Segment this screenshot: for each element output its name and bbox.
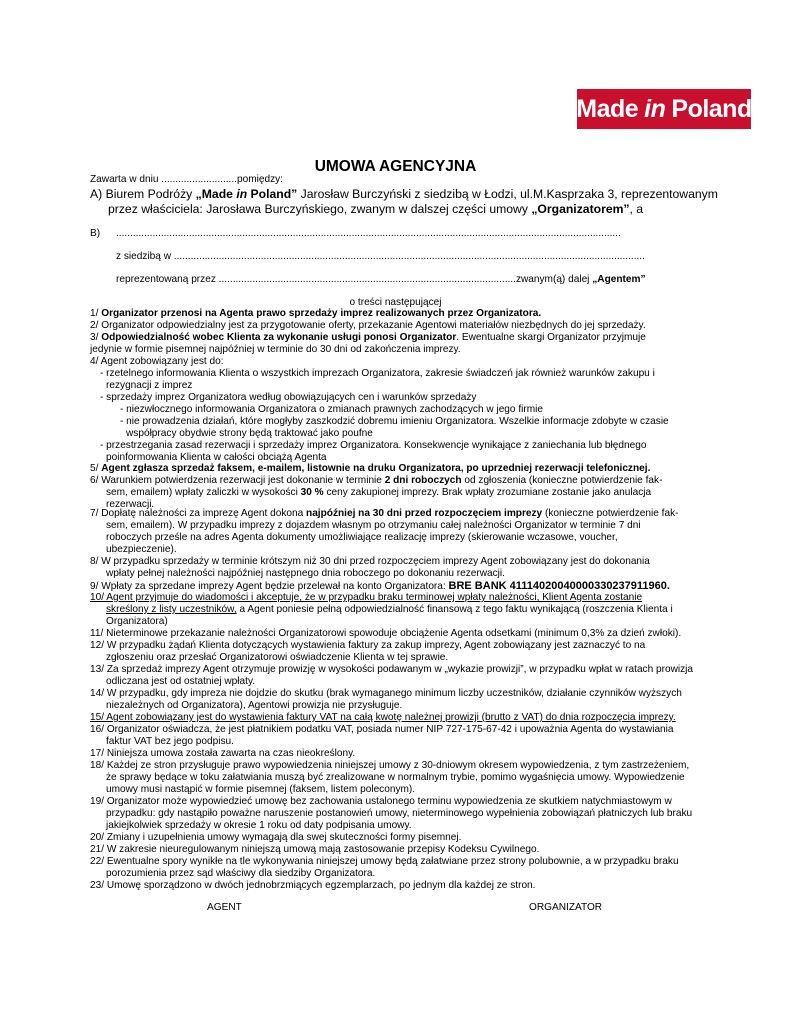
subtitle: o treści następującej bbox=[349, 297, 442, 308]
clause-1 bbox=[90, 308, 541, 320]
clause-13-cont: odliczana jest od ostatniej wpłaty. bbox=[106, 676, 256, 687]
party-a-end: , a bbox=[629, 202, 644, 216]
clause-19-b: przypadku: gdy nastąpiło poważne naruszenie postanowień umowy, nieterminowego wypełnienia zobowiązań płatniczych lub braku bbox=[106, 808, 693, 819]
logo-text-made: Made bbox=[576, 94, 639, 123]
clause-22: 22/ Ewentualne spory wynikłe na tle wykonywania niniejszej umowy będą załatwiane przez strony polubownie, a w przypadku braku bbox=[90, 856, 679, 867]
clause-4-a: - rzetelnego informowania Klienta o wszystkich imprezach Organizatora, zakresie świadczeń jak również warunków zakupu i bbox=[100, 368, 655, 379]
party-b-rep-text: reprezentowaną przez ..........................................................................................................zwanym(ą) dalej bbox=[116, 274, 593, 285]
clause-10-underlined: 10/ Agent przyjmuje do wiadomości i akceptuje, że w przypadku braku terminowej wpłaty należności, Klient Agenta zostanie bbox=[90, 592, 643, 603]
clause-3-cont: jedynie w formie pisemnej najpóźniej w terminie do 30 dni od zakończenia imprezy. bbox=[90, 344, 461, 355]
party-a-name: „Made in Poland” bbox=[195, 187, 298, 201]
clause-6-a: 6/ Warunkiem potwierdzenia rezerwacji jest dokonanie w terminie bbox=[90, 475, 385, 486]
clause-9-text: 9/ Wpłaty za sprzedane imprezy Agent będzie przelewał na konto Organizatora: bbox=[90, 581, 449, 592]
clause-15-text: 15/ Agent zobowiązany jest do wystawienia faktury VAT na całą kwotę należnej prowizji (brutto z VAT) do dnia rozpoczęcia imprezy. bbox=[90, 712, 676, 723]
clause-8-cont: wpłaty pełnej należności najpóźniej następnego dnia roboczego po dokonaniu rezerwacji. bbox=[106, 568, 505, 579]
clause-22-cont: porozumienia przez sąd właściwy dla siedziby Organizatora. bbox=[106, 868, 376, 879]
logo-text-poland: Poland bbox=[671, 94, 752, 123]
clause-4-b-1: - niezwłocznego informowania Organizatora o zmianach prawnych zachodzących w jego firmie bbox=[120, 404, 544, 415]
clause-7-c: (konieczne potwierdzenie fak- bbox=[542, 508, 679, 519]
clause-7-a: 7/ Dopłatę należności za imprezę Agent dokona bbox=[90, 508, 307, 519]
clause-13: 13/ Za sprzedaż imprezy Agent otrzymuje prowizję w wysokości podawanym w „wykazie prowizji”, w przypadku wpłat w ratach prowizja bbox=[90, 664, 694, 675]
clause-19-c: jakiejkolwiek sprzedaży w okresie 1 roku od daty podpisania umowy. bbox=[106, 820, 412, 831]
clause-1-text: Organizator przenosi na Agenta prawo sprzedaży imprez realizowanych przez Organizatora. bbox=[101, 308, 542, 319]
clause-6-d: sem, emailem) wpłaty zaliczki w wysokości bbox=[106, 487, 301, 498]
clause-16-cont: faktur VAT bez jego podpisu. bbox=[106, 736, 234, 747]
clause-4-b: - sprzedaży imprez Organizatora według obowiązujących cen i warunków sprzedaży bbox=[100, 392, 477, 403]
clause-3-num: 3/ bbox=[90, 332, 102, 343]
logo-text-in: in bbox=[644, 94, 666, 123]
clause-4: 4/ Agent zobowiązany jest do: bbox=[90, 356, 224, 367]
clause-20: 20/ Zmiany i uzupełnienia umowy wymagają dla swej skuteczności formy pisemnej. bbox=[90, 832, 462, 843]
clause-10-end: Organizatora) bbox=[106, 616, 168, 627]
clause-7-d: sem, emailem). W przypadku imprezy z dojazdem własnym po otrzymaniu całej należności Organizator w terminie 7 dni bbox=[106, 520, 641, 531]
clause-18-c: umowy musi nastąpić w formie pisemnej (faksem, listem poleconym). bbox=[106, 784, 416, 795]
clause-16: 16/ Organizator oświadcza, że jest płatnikiem podatku VAT, posiada numer NIP 727-175-67-42 i upoważnia Agenta do wystawiania bbox=[90, 724, 674, 735]
organizer-term: „Organizatorem” bbox=[531, 202, 630, 216]
party-a-rest: Jarosław Burczyński z siedzibą w Łodzi, ul.M.Kasprzaka 3, reprezentowanym bbox=[297, 187, 718, 201]
clause-4-c: - przestrzegania zasad rezerwacji i sprzedaży imprez Organizatora. Konsekwencje wynikające z zaniechania lub błędnego bbox=[100, 440, 647, 451]
clause-4-c-cont: poinformowania Klienta w całości obciążą Agenta bbox=[106, 452, 327, 463]
clause-4-b-2-cont: współpracy obydwie strony będą traktować jako poufne bbox=[126, 428, 373, 439]
clause-6 bbox=[90, 475, 662, 487]
clause-8: 8/ W przypadku sprzedaży w terminie krótszym niż 30 dni przed rozpoczęciem imprezy Agent zobowiązany jest do dokonania bbox=[90, 556, 650, 567]
clause-1-num: 1/ bbox=[90, 308, 102, 319]
clause-4-a-cont: rezygnacji z imprez bbox=[106, 380, 193, 391]
clause-21: 21/ W zakresie nieuregulowanym niniejszą umową mają zastosowanie przepisy Kodeksu Cywilnego. bbox=[90, 844, 540, 855]
clause-3-bold: Odpowiedzialność wobec Klienta za wykonanie usługi ponosi Organizator bbox=[101, 332, 457, 343]
clause-14: 14/ W przypadku, gdy impreza nie dojdzie do skutku (brak wymaganego minimum liczby uczestników, działanie czynników wyższych bbox=[90, 688, 682, 699]
document-title: UMOWA AGENCYJNA bbox=[314, 158, 477, 175]
clause-11: 11/ Nieterminowe przekazanie należności Organizatorowi spowoduje obciążenie Agenta odsetkami (minimum 0,3% za dzień zwłoki). bbox=[90, 628, 682, 639]
clause-23: 23/ Umowę sporządzono w dwóch jednobrzmiących egzemplarzach, po jednym dla każdej ze stron. bbox=[90, 880, 536, 891]
clause-7 bbox=[90, 508, 679, 520]
clause-12-cont: zgłoszeniu oraz przesłać Organizatorowi oświadczenie Klienta w tej sprawie. bbox=[106, 652, 449, 663]
party-a-line-2 bbox=[108, 202, 643, 216]
agent-signature-label: AGENT bbox=[207, 902, 242, 913]
party-a-prefix: A) Biurem Podróży bbox=[90, 187, 196, 201]
clause-18-b: że sprawy będące w toku załatwiania muszą być zrealizowane w normalnym trybie, pomimo wygaśnięcia umowy. Wypowiedzenie bbox=[106, 772, 685, 783]
clause-6-c: od zgłoszenia (konieczne potwierdzenie fak- bbox=[461, 475, 663, 486]
clause-17: 17/ Niniejsza umowa została zawarta na czas nieokreślony. bbox=[90, 748, 356, 759]
made-in-poland-logo bbox=[577, 89, 751, 129]
party-b-representative-line bbox=[116, 274, 646, 286]
clause-10-cont bbox=[106, 604, 673, 616]
party-b-seat-line: z siedzibą w ........................................................................................................................................................................ bbox=[116, 251, 645, 262]
clause-3 bbox=[90, 332, 646, 344]
clause-10-c: a Agent poniesie pełną odpowiedzialność finansową z tego faktu wynikającą (roszczenia Klienta i bbox=[236, 604, 673, 615]
clause-6-f: ceny zakupionej imprezy. Brak wpłaty zrozumiane zostanie jako anulacja bbox=[323, 487, 652, 498]
clause-6-percent: 30 % bbox=[300, 487, 324, 498]
clause-7-e: roboczych prześle na adres Agenta dokumenty umożliwiające realizację imprezy (skierowanie wczasowe, voucher, bbox=[106, 532, 618, 543]
party-b-name-dots: .................................................................................................................................................................................... bbox=[116, 228, 621, 239]
organizer-signature-label: ORGANIZATOR bbox=[529, 902, 603, 913]
clause-2: 2/ Organizator odpowiedzialny jest za przygotowanie oferty, przekazanie Agentowi materiałów niezbędnych do jej sprzedaży. bbox=[90, 320, 646, 331]
clause-10 bbox=[90, 592, 642, 604]
party-b-label: B) bbox=[90, 228, 101, 239]
clause-7-f: ubezpieczenie). bbox=[106, 544, 177, 555]
clause-6-bold: 2 dni roboczych bbox=[384, 475, 462, 486]
clause-6-cont bbox=[106, 487, 651, 499]
clause-19: 19/ Organizator może wypowiedzieć umowę bez zachowania ustalonego terminu wypowiedzenia ze skutkiem natychmiastowym w bbox=[90, 796, 672, 807]
clause-3-text: . Ewentualne skargi Organizator przyjmuje bbox=[456, 332, 646, 343]
clause-15 bbox=[90, 712, 676, 724]
agent-term: „Agentem” bbox=[592, 274, 646, 285]
bank-account: BRE BANK 41114020040000330237911960. bbox=[448, 580, 670, 592]
clause-10-removed: skreślony z listy uczestników, bbox=[106, 604, 237, 615]
clause-4-b-2: - nie prowadzenia działań, które mogłyby zaszkodzić dobremu imieniu Organizatora. Wszelkie informacje zdobyte w czasie bbox=[120, 416, 669, 427]
party-a-representative: przez właściciela: Jarosława Burczyńskiego, zwanym w dalszej części umowy bbox=[108, 202, 532, 216]
clause-5 bbox=[90, 463, 650, 475]
clause-6-end: rezerwacji. bbox=[106, 499, 155, 510]
clause-18: 18/ Każdej ze stron przysługuje prawo wypowiedzenia niniejszej umowy z 30-dniowym okresem wypowiedzenia, z tym zastrzeżeniem, bbox=[90, 760, 690, 771]
clause-5-num: 5/ bbox=[90, 463, 102, 474]
clause-12: 12/ W przypadku żądań Klienta dotyczących wystawienia faktury za zakup imprezy, Agent zobowiązany jest zaznaczyć to na bbox=[90, 640, 646, 651]
contract-date-line: Zawarta w dniu ...........................pomiędzy: bbox=[90, 174, 283, 185]
clause-14-cont: niezależnych od Organizatora), Agentowi prowizja nie przysługuje. bbox=[106, 700, 403, 711]
clause-5-text: Agent zgłasza sprzedaż faksem, e-mailem, listownie na druku Organizatora, po uprzedniej rezerwacji telefonicznej. bbox=[101, 463, 651, 474]
party-a-line-1 bbox=[90, 187, 718, 201]
clause-7-bold: najpóźniej na 30 dni przed rozpoczęciem imprezy bbox=[306, 508, 543, 519]
